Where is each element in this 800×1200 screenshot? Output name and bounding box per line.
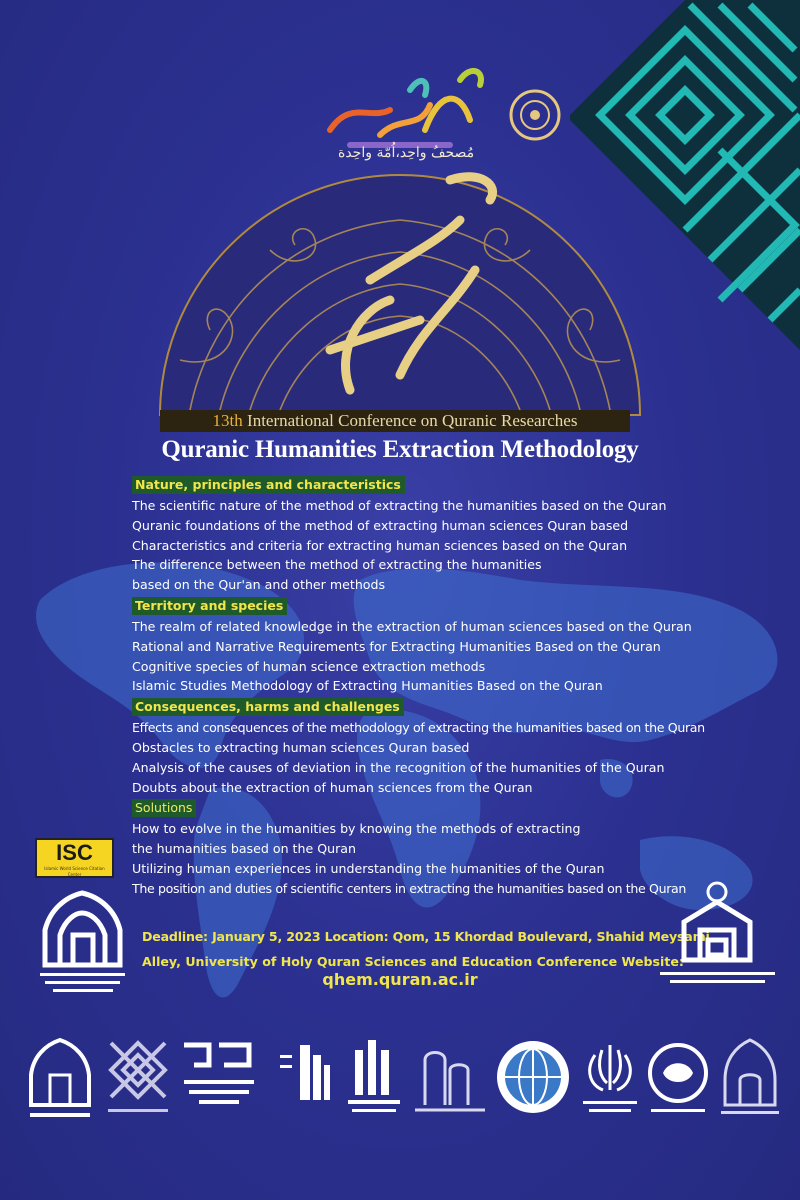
topic-item: The difference between the method of extracting the humanities [132,557,542,573]
topic-item: Analysis of the causes of deviation in the recognition of the humanities of the Quran [132,759,665,775]
topic-item: Cognitive species of human science extraction methods [132,658,486,674]
humanities-research-center-logo [179,1035,259,1125]
isc-logo [35,838,114,878]
deadline-location-text [142,924,710,974]
isc-logo-text: ISC [56,840,93,865]
topic-item: Obstacles to extracting human sciences Quran based [132,739,470,755]
topic-item: The scientific nature of the method of extracting the humanities based on the Quran [132,498,667,513]
topic-item: The position and duties of scientific centers in extracting the humanities based on the Quran [132,880,687,896]
section-heading: Territory and species [132,597,287,615]
section-heading: Nature, principles and characteristics [132,476,405,494]
institute-emblem-logo [340,1035,410,1125]
section-heading: Consequences, harms and challenges [132,698,404,716]
university-logo [35,885,130,1000]
holy-bible-globe-logo [493,1035,573,1125]
research-institute-logo [103,1035,173,1125]
seminary-logo [410,1035,490,1125]
conference-name: International Conference on Quranic Researches [247,411,578,430]
section-nature [132,474,672,496]
main-title: Quranic Humanities Extraction Methodology [161,436,639,463]
topic-item: Characteristics and criteria for extracting human sciences based on the Quran [132,537,628,553]
logo-subtitle-arabic: مُصحفُ واحِد،اُمّة واحِدة [338,145,475,161]
topic-item: based on the Qur'an and other methods [132,577,386,593]
topic-item: Islamic Studies Methodology of Extracting Humanities Based on the Quran [132,678,603,694]
topic-item: How to evolve in the humanities by knowing the methods of extracting [132,821,581,837]
topic-item: Effects and consequences of the methodology of extracting the humanities based on the Quran [132,720,705,736]
deadline-line-2: Alley, University of Holy Quran Sciences and Education Conference Website: [142,954,684,969]
topic-item: Doubts about the extraction of human sciences from the Quran [132,779,533,795]
topic-item: the humanities based on the Quran [132,841,357,857]
section-consequences [132,696,672,718]
topic-item: The realm of related knowledge in the extraction of human sciences based on the Quran [132,618,692,634]
website-link[interactable]: qhem.quran.ac.ir [322,970,478,989]
ministry-of-science-logo [575,1035,645,1125]
specialized-center-logo [643,1035,713,1125]
quran-research-association-logo [25,1035,95,1125]
topic-item: Quranic foundations of the method of extracting human sciences Quran based [132,517,629,533]
awqaf-organization-logo [650,880,785,995]
seminary-dome-logo [715,1035,785,1125]
al-mustafa-university-logo [275,1035,345,1125]
partner-logos [15,1035,785,1130]
golden-dome-ornament [120,160,680,420]
topic-item: Rational and Narrative Requirements for Extracting Humanities Based on the Quran [132,638,661,654]
conference-topics [132,474,705,899]
topic-item: Utilizing human experiences in understanding the humanities of the Quran [132,860,605,876]
conference-number: 13th [212,411,243,430]
section-territory [132,595,672,617]
conference-header [160,410,630,432]
isc-logo-subtext: Islamic World Science Citation Center [44,866,105,877]
section-solutions [132,797,672,819]
section-heading: Solutions [132,799,196,817]
deadline-line-1: Deadline: January 5, 2023 Location: Qom, 15 Khordad Boulevard, Shahid Meysami [142,929,710,944]
